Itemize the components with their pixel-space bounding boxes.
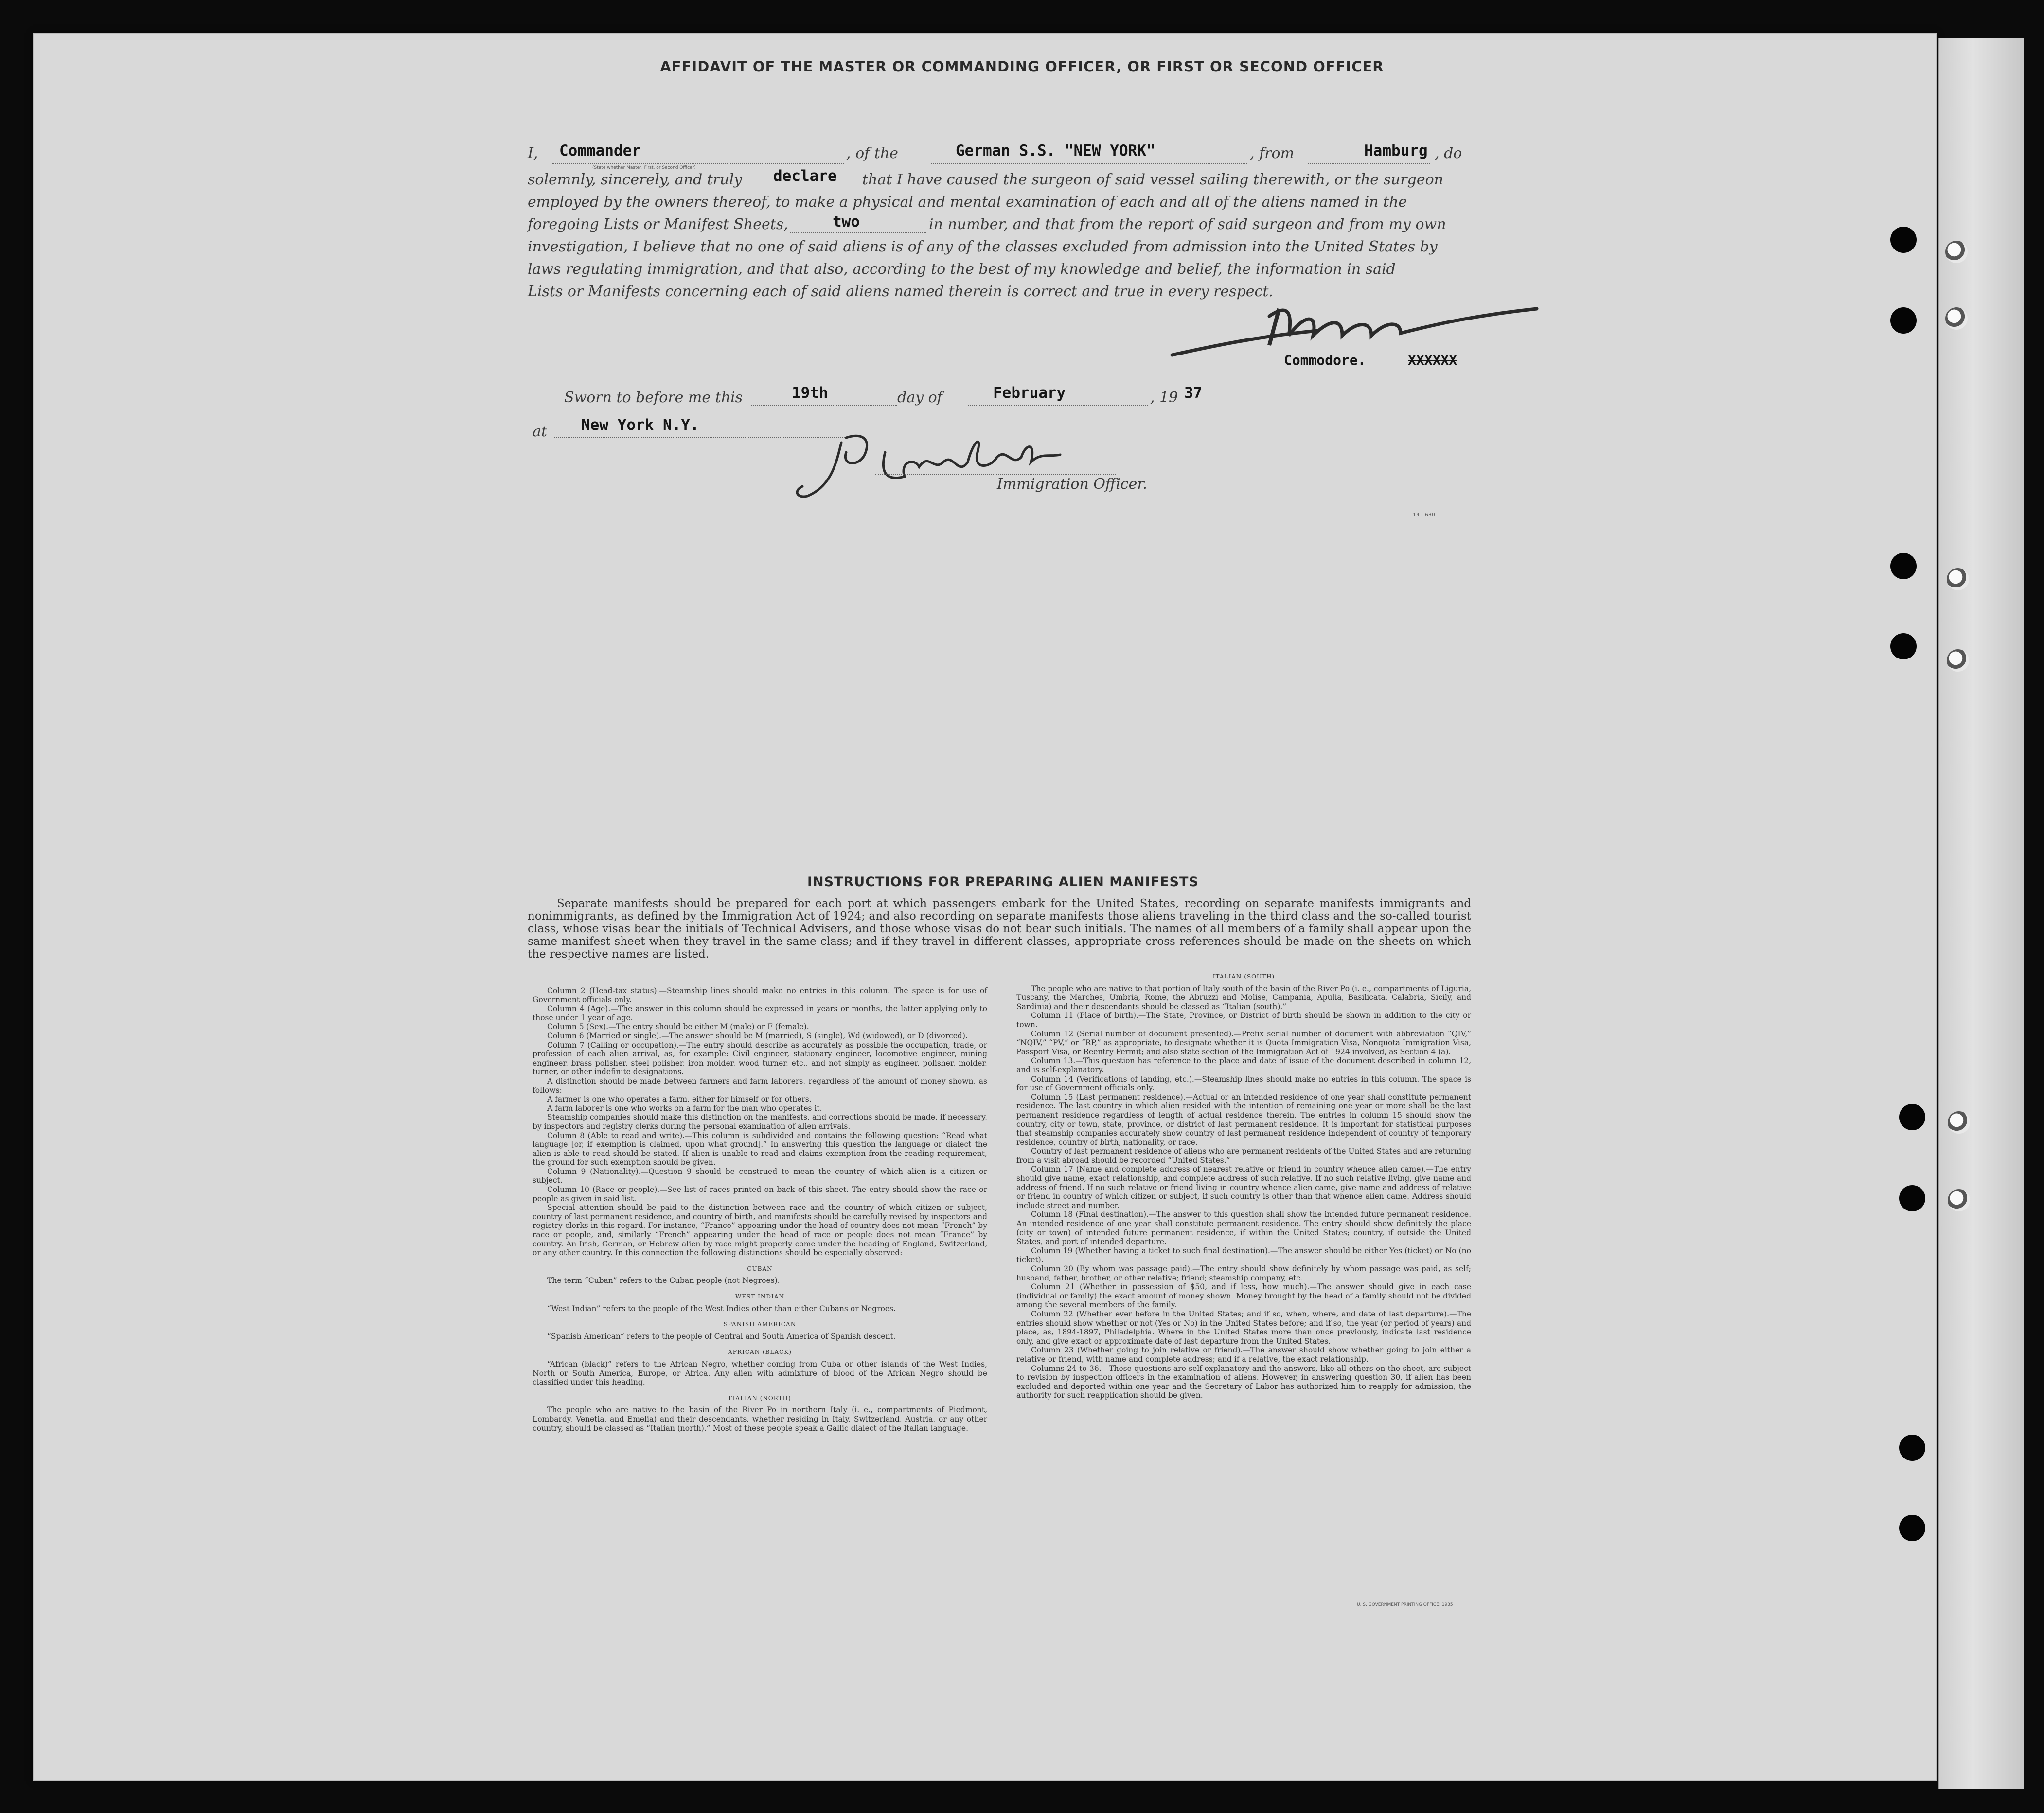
affidavit-line-2: solemnly, sincerely, and truly [528,171,743,188]
affidavit-title: AFFIDAVIT OF THE MASTER OR COMMANDING OFFICER, OR FIRST OR SECOND OFFICER [660,58,1384,75]
sworn-day: 19th [792,384,828,402]
instructions-right-column [1016,965,1471,1400]
form-number: 14—630 [1413,512,1435,518]
section-heading: SPANISH AMERICAN [723,1321,797,1328]
instruction-paragraph: Column 12 (Serial number of document presented).—Prefix serial number of document with abbreviation “QIV,” “NQIV,” “PV,” or “RP,” as appropriate, to designate whether it is Quota Immigration Visa, Nonquota Immigration Visa, Passport Visa, or Reentry Permit; and also state section of the Immigration Act of 1924 involved, as Section 4 (a). [1016,1029,1471,1056]
affidavit-line-1b: , of the [846,145,898,162]
affidavit-line-4: foregoing Lists or Manifest Sheets, [528,216,788,233]
punch-hole [1899,1104,1925,1130]
instruction-paragraph: Column 20 (By whom was passage paid).—The entry should show definitely by whom passage was paid, as self; husband, father, brother, or other relative; friend; steamship company, etc. [1016,1264,1471,1282]
location-field: New York N.Y. [581,416,699,434]
affidavit-line-3: employed by the owners thereof, to make a physical and mental examination of each and all of the aliens named in the [528,194,1407,211]
instruction-paragraph: Column 6 (Married or single).—The answer should be M (married), S (single), Wd (widowed), or D (divorced). [547,1031,968,1040]
section-heading: CUBAN [747,1265,773,1272]
instructions-left-column [533,986,987,1436]
instruction-paragraph: Column 19 (Whether having a ticket to such final destination).—The answer should be either Yes (ticket) or No (no ticket). [1016,1246,1471,1264]
declare-field: declare [773,167,837,185]
affidavit-line-6: laws regulating immigration, and that also, according to the best of my knowledge and belief, the information in said [528,261,1396,278]
punch-hole [1890,553,1917,579]
instruction-paragraph: Column 10 (Race or people).—See list of races printed on back of this sheet. The entry should show the race or people as given in said list. [533,1185,987,1203]
instruction-paragraph: Column 23 (Whether going to join relative or friend).—The answer should show whether going to join either a relative or friend, with name and complete address; and if a relative, the exact relationship. [1016,1346,1471,1364]
struck-title: XXXXXX [1408,352,1457,368]
affidavit-line-4b: in number, and that from the report of said surgeon and from my own [929,216,1446,233]
instruction-paragraph: Column 15 (Last permanent residence).—Actual or an intended residence of one year shall constitute permanent residence. The last country in which alien resided with the intention of remaining one year or more shall be the last permanent residence regardless of length of actual residence therein. The entries in column 15 should show the country, city or town, state, province, or district of last permanent residence. It is important for statistical purposes that steamship companies accurately show country of last permanent residence independent of country of temporary residence, country of birth, nationality, or race. [1016,1092,1471,1147]
instruction-paragraph: Column 13.—This question has reference to the place and date of issue of the document described in column 12, and is self-explanatory. [1016,1056,1471,1074]
instruction-paragraph: Column 7 (Calling or occupation).—The entry should describe as accurately as possible the occupation, trade, or profession of each alien arrival, as, for example: Civil engineer, stationary engineer, locomotive engineer, mining engineer, brass polisher, steel polisher, iron molder, wood turner, etc., and not simply as engineer, polisher, molder, turner, or other indefinite designations. [533,1040,987,1077]
instructions-title: INSTRUCTIONS FOR PREPARING ALIEN MANIFESTS [807,874,1199,889]
binder-edge [1938,38,2024,1789]
instruction-paragraph: Country of last permanent residence of aliens who are permanent residents of the United States and are returning from a visit abroad should be recorded “United States.” [1016,1147,1471,1165]
punch-hole [1890,227,1917,253]
sworn-year: 37 [1184,384,1203,402]
signer-title: Commodore. [1284,352,1366,368]
affidavit-line-1d: , do [1435,145,1462,162]
affidavit-line-1: I, [528,145,538,162]
section-heading: AFRICAN (BLACK) [728,1349,792,1356]
punch-hole [1890,633,1917,659]
instruction-paragraph: A farm laborer is one who works on a farm for the man who operates it. [547,1103,822,1113]
instruction-paragraph: Column 8 (Able to read and write).—This column is subdivided and contains the following question: “Read what language [or, if exemption is claimed, upon what ground].” In answering this question the language or dialect the alien is able to read should be stated. If alien is unable to read and claims exemption from the reading requirement, the ground for such exemption should be given. [533,1131,987,1167]
printer-imprint: U. S. GOVERNMENT PRINTING OFFICE: 1935 [1357,1602,1453,1607]
binder-ring [1948,1189,1970,1211]
section-heading: WEST INDIAN [735,1293,784,1300]
punch-hole [1899,1435,1925,1461]
affidavit-line-2b: that I have caused the surgeon of said vessel sailing therewith, or the surgeon [862,171,1443,188]
punch-hole [1899,1185,1925,1211]
punch-hole [1890,307,1917,334]
at-label: at [533,423,547,440]
instruction-paragraph: “African (black)” refers to the African Negro, whether coming from Cuba or other islands of the West Indies, North or South America, Europe, or Africa. Any alien with admixture of blood of the African Negro should be classified under this heading. [533,1359,987,1387]
officer-signature [788,423,1128,515]
instruction-paragraph: The term “Cuban” refers to the Cuban people (not Negroes). [547,1276,780,1285]
sworn-year-prefix: , 19 [1150,389,1178,406]
section-heading: ITALIAN (NORTH) [729,1394,791,1402]
instruction-paragraph: Column 14 (Verifications of landing, etc.).—Steamship lines should make no entries in this column. The space is for use of Government officials only. [1016,1074,1471,1093]
binder-ring [1947,649,1969,672]
sworn-prefix: Sworn to before me this [564,389,743,406]
instruction-paragraph: A distinction should be made between farmers and farm laborers, regardless of the amount of money shown, as follows: [533,1076,987,1095]
section-heading: ITALIAN (SOUTH) [1212,973,1275,980]
instruction-paragraph: Column 9 (Nationality).—Question 9 should be construed to mean the country of which alien is a citizen or subject. [533,1167,987,1185]
instruction-paragraph: The people who are native to that portion of Italy south of the basin of the River Po (i. e., compartments of Liguria, Tuscany, the Marches, Umbria, Rome, the Abruzzi and Molise, Campania, Apulia, Basilicata, Calabria, Sicily, and Sardinia) and their descendants should be classed as “Italian (south).” [1016,984,1471,1011]
instruction-paragraph: Column 5 (Sex).—The entry should be either M (male) or F (female). [547,1022,809,1031]
instruction-paragraph: Column 21 (Whether in possession of $50, and if less, how much).—The answer should give in each case (individual or family) the exact amount of money shown. Money brought by the head of a family should not be divided among the several members of the family. [1016,1282,1471,1310]
binder-ring [1948,1111,1970,1134]
instruction-paragraph: Steamship companies should make this distinction on the manifests, and corrections should be made, if necessary, by inspectors and registry clerks during the personal examination of alien arrivals. [533,1113,987,1131]
instruction-paragraph: The people who are native to the basin of the River Po in northern Italy (i. e., compartments of Piedmont, Lombardy, Venetia, and Emelia) and their descendants, whether residing in Italy, Switzerland, Austria, or any other country, should be classed as “Italian (north).” Most of these people speak a Gallic dialect of the Italian language. [533,1405,987,1433]
instruction-paragraph: “West Indian” refers to the people of the West Indies other than either Cubans or Negroes. [547,1304,896,1313]
vessel-field: German S.S. "NEW YORK" [956,142,1155,160]
instruction-paragraph: Column 22 (Whether ever before in the United States; and if so, when, where, and date of last departure).—The entries should show whether or not (Yes or No) in the United States before; and if so, the year (or period of years) and place, as, 1894-1897, Philadelphia. Where in the United States more than once previously, indicate last residence only, and give exact or approximate date of last departure from the United States. [1016,1309,1471,1346]
affidavit-line-1c: , from [1250,145,1295,162]
instruction-paragraph: Column 4 (Age).—The answer in this column should be expressed in years or months, the latter applying only to those under 1 year of age. [533,1004,987,1022]
instruction-paragraph: Columns 24 to 36.—These questions are self-explanatory and the answers, like all others on the sheet, are subject to revision by inspection officers in the examination of aliens. However, in answering question 30, if alien has been excluded and deported within one year and the Secretary of Labor has authorized him to reapply for admission, the authority for such reapplication should be given. [1016,1364,1471,1400]
sworn-month: February [993,384,1066,402]
port-field: Hamburg [1364,142,1428,160]
rank-field: Commander [559,142,641,160]
sheets-count-field: two [833,213,860,231]
instruction-paragraph: Column 17 (Name and complete address of nearest relative or friend in country whence alien came).—The entry should give name, exact relationship, and complete address of such relative. If no such relative living, give name and address of friend. If no such relative or friend living in country whence alien came, give name and address of relative or friend in country of which citizen or subject, if such country is other than that whence alien came. Address should include street and number. [1016,1165,1471,1210]
instructions-intro: Separate manifests should be prepared for each port at which passengers embark for the United States, recording on separate manifests immigrants and nonimmigrants, as defined by the Immigration Act of 1924; and also recording on separate manifests those aliens traveling in the third class and the so-called tourist class, whose visas bear the initials of Technical Advisers, and those whose visas do not bear such initials. The names of all members of a family shall appear upon the same manifest sheet when they travel in the same class; and if they travel in different classes, appropriate cross references should be made on the sheets on which the respective names are listed. [528,897,1471,960]
instruction-paragraph: “Spanish American” refers to the people of Central and South America of Spanish descent. [547,1332,896,1341]
instruction-paragraph: Column 11 (Place of birth).—The State, Province, or District of birth should be shown in addition to the city or town. [1016,1011,1471,1029]
punch-hole [1899,1515,1925,1541]
rank-hint: (State whether Master, First, or Second Officer) [592,165,696,170]
instruction-paragraph: Special attention should be paid to the distinction between race and the country of which citizen or subject, country of last permanent residence, and country of birth, and manifests should be carefully revised by inspectors and registry clerks in this regard. For instance, “France” appearing under the head of country does not mean “French” by race or people, and, similarly “French” appearing under the head of race or people does not mean “France” by country. An Irish, German, or Hebrew alien by race might properly come under the heading of England, Switzerland, or any other country. In this connection the following distinctions should be especially observed: [533,1203,987,1258]
sworn-dayof: day of [897,389,942,406]
binder-ring [1945,241,1968,263]
binder-ring [1945,307,1968,330]
instruction-paragraph: A farmer is one who operates a farm, either for himself or for others. [547,1095,812,1104]
affidavit-line-7: Lists or Manifests concerning each of said aliens named therein is correct and true in every respect. [528,283,1273,300]
instruction-paragraph: Column 2 (Head-tax status).—Steamship lines should make no entries in this column. The space is for use of Government officials only. [533,986,987,1004]
binder-ring [1947,568,1969,590]
instruction-paragraph: Column 18 (Final destination).—The answer to this question shall show the intended future permanent residence. An intended residence of one year shall constitute permanent residence. The entry should show definitely the place (city or town) of intended future permanent residence, if within the United States; country, if outside the United States, and port of intended departure. [1016,1210,1471,1246]
officer-label: Immigration Officer. [997,476,1147,493]
affidavit-line-5: investigation, I believe that no one of said aliens is of any of the classes excluded from admission into the United States by [528,238,1438,255]
